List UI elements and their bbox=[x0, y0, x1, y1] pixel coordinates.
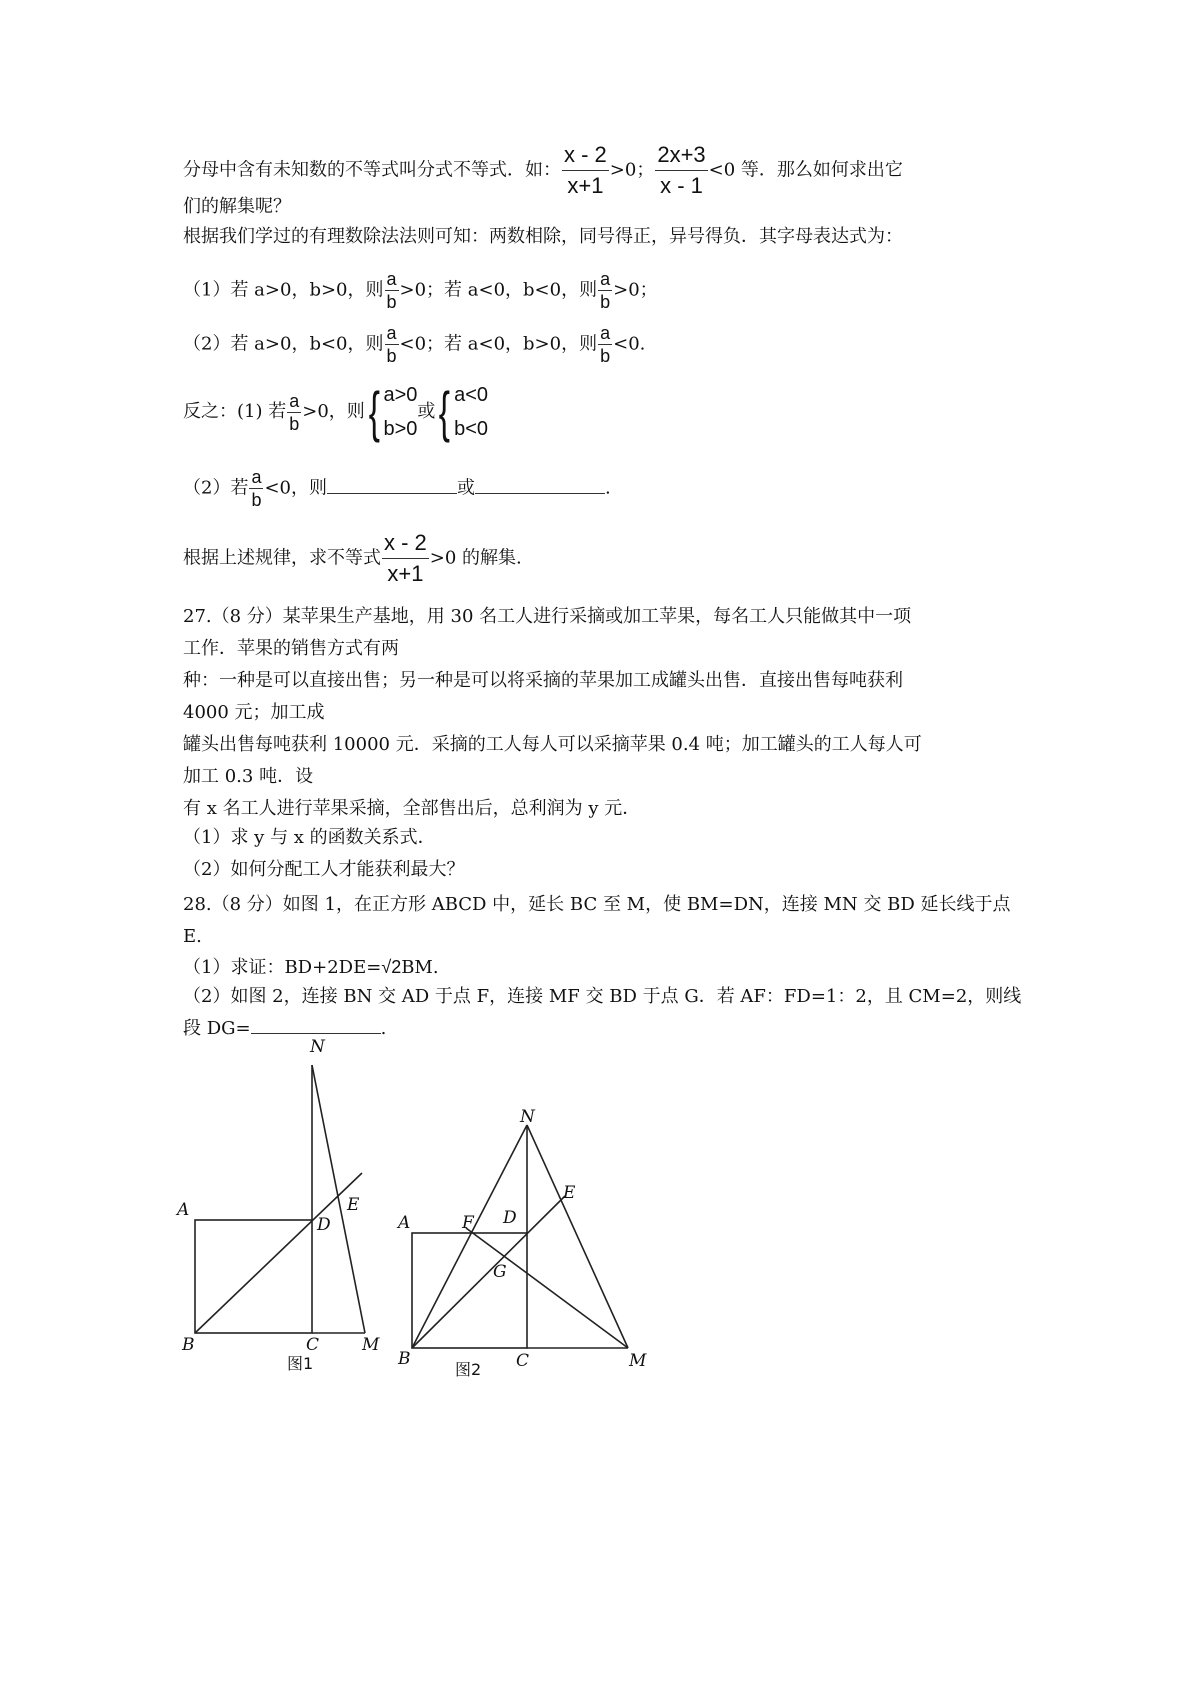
text: 或 bbox=[417, 401, 436, 422]
figure-1 bbox=[195, 1065, 365, 1333]
caption: 图1 bbox=[287, 1354, 314, 1373]
q27-line: 种：一种是可以直接出售；另一种是可以将采摘的苹果加工成罐头出售．直接出售每吨获利 bbox=[183, 670, 903, 691]
numerator: a bbox=[386, 269, 397, 289]
numerator: a bbox=[289, 390, 300, 411]
label-c: C bbox=[516, 1351, 530, 1371]
numerator: a bbox=[600, 269, 611, 289]
intro-line-2: 们的解集呢？ bbox=[183, 196, 291, 217]
denominator: b bbox=[600, 292, 611, 312]
text: <0 等．那么如何求出它 bbox=[708, 159, 903, 181]
text: >0，则 bbox=[302, 401, 365, 422]
label-e: E bbox=[347, 1195, 360, 1215]
caption: 图2 bbox=[455, 1360, 482, 1379]
text: 或 bbox=[457, 477, 476, 499]
text: . bbox=[605, 477, 611, 499]
label-f: F bbox=[462, 1213, 474, 1233]
label-c: C bbox=[306, 1335, 320, 1355]
q28-line: E. bbox=[183, 926, 202, 947]
text: （1）若 a>0，b>0，则 bbox=[183, 279, 384, 301]
label-a: A bbox=[177, 1200, 190, 1220]
text: （1）求证：BD+2DE= bbox=[183, 957, 382, 978]
q28-line: 28.（8 分）如图 1，在正方形 ABCD 中，延长 BC 至 M，使 BM=DN，连接 MN 交 BD 延长线于点 bbox=[183, 894, 1011, 915]
numerator: 2x+3 bbox=[655, 140, 707, 171]
denominator: x+1 bbox=[567, 173, 604, 198]
text: （2）若 a>0，b<0，则 bbox=[183, 333, 384, 355]
system: { a>0 b>0 bbox=[365, 378, 418, 446]
label-m: M bbox=[362, 1335, 380, 1355]
label-d: D bbox=[503, 1208, 517, 1228]
text: 分母中含有未知数的不等式叫分式不等式．如： bbox=[183, 159, 561, 181]
text: >0；若 a<0，b<0，则 bbox=[399, 279, 598, 301]
label-n: N bbox=[310, 1037, 325, 1057]
numerator: x - 2 bbox=[562, 140, 609, 171]
text: >0； bbox=[609, 159, 655, 181]
denominator: b bbox=[386, 346, 397, 366]
numerator: a bbox=[251, 467, 262, 487]
denominator: b bbox=[600, 346, 611, 366]
denominator: x+1 bbox=[387, 561, 424, 586]
denominator: b bbox=[386, 292, 397, 312]
text: （2）若 bbox=[183, 477, 249, 499]
label-g: G bbox=[493, 1262, 507, 1282]
numerator: a bbox=[600, 323, 611, 343]
text: <0，则 bbox=[264, 477, 328, 499]
denominator: b bbox=[251, 490, 262, 510]
q28-part2: （2）如图 2，连接 BN 交 AD 于点 F，连接 MF 交 BD 于点 G．若 AF：FD=1：2，且 CM=2，则线 bbox=[183, 986, 1022, 1007]
text: 根据上述规律，求不等式 bbox=[183, 547, 381, 569]
text: <0. bbox=[613, 333, 646, 355]
denominator: x - 1 bbox=[660, 173, 703, 198]
cond: a<0 bbox=[454, 384, 489, 406]
text: <0；若 a<0，b>0，则 bbox=[399, 333, 598, 355]
label-b: B bbox=[182, 1335, 195, 1355]
text: 段 DG= bbox=[183, 1018, 251, 1039]
label-n: N bbox=[520, 1107, 535, 1127]
q27-line: 工作．苹果的销售方式有两 bbox=[183, 638, 399, 659]
label-e: E bbox=[563, 1183, 576, 1203]
text: >0； bbox=[613, 279, 658, 301]
text: 反之：(1) 若 bbox=[183, 401, 287, 422]
numerator: x - 2 bbox=[382, 528, 429, 559]
q27-line: 罐头出售每吨获利 10000 元．采摘的工人每人可以采摘苹果 0.4 吨；加工罐头的工人每人可 bbox=[183, 734, 922, 755]
label-b: B bbox=[398, 1349, 411, 1369]
rule-text: 根据我们学过的有理数除法法则可知：两数相除，同号得正，异号得负．其字母表达式为： bbox=[183, 226, 903, 247]
figure-2 bbox=[412, 1125, 628, 1348]
q27-line: 4000 元；加工成 bbox=[183, 702, 325, 723]
label-m: M bbox=[629, 1351, 647, 1371]
text: . bbox=[380, 1018, 387, 1039]
denominator: b bbox=[289, 413, 300, 434]
cond: b>0 bbox=[383, 418, 418, 440]
text: >0 的解集. bbox=[429, 547, 522, 569]
cond: b<0 bbox=[454, 418, 489, 440]
cond: a>0 bbox=[383, 384, 418, 406]
q27-line: 有 x 名工人进行苹果采摘，全部售出后，总利润为 y 元． bbox=[183, 798, 641, 819]
numerator: a bbox=[386, 323, 397, 343]
q27-line: 27.（8 分）某苹果生产基地，用 30 名工人进行采摘或加工苹果，每名工人只能做其中一项 bbox=[183, 606, 912, 627]
system: { a<0 b<0 bbox=[435, 378, 488, 446]
q27-line: （1）求 y 与 x 的函数关系式． bbox=[183, 827, 436, 848]
figure-2-labels bbox=[396, 1107, 647, 1379]
q27-line: 加工 0.3 吨．设 bbox=[183, 766, 314, 787]
sqrt: √2 bbox=[381, 957, 402, 977]
text: BM. bbox=[401, 957, 439, 978]
label-a: A bbox=[398, 1213, 411, 1233]
q27-line: （2）如何分配工人才能获利最大？ bbox=[183, 859, 465, 880]
label-d: D bbox=[317, 1215, 331, 1235]
